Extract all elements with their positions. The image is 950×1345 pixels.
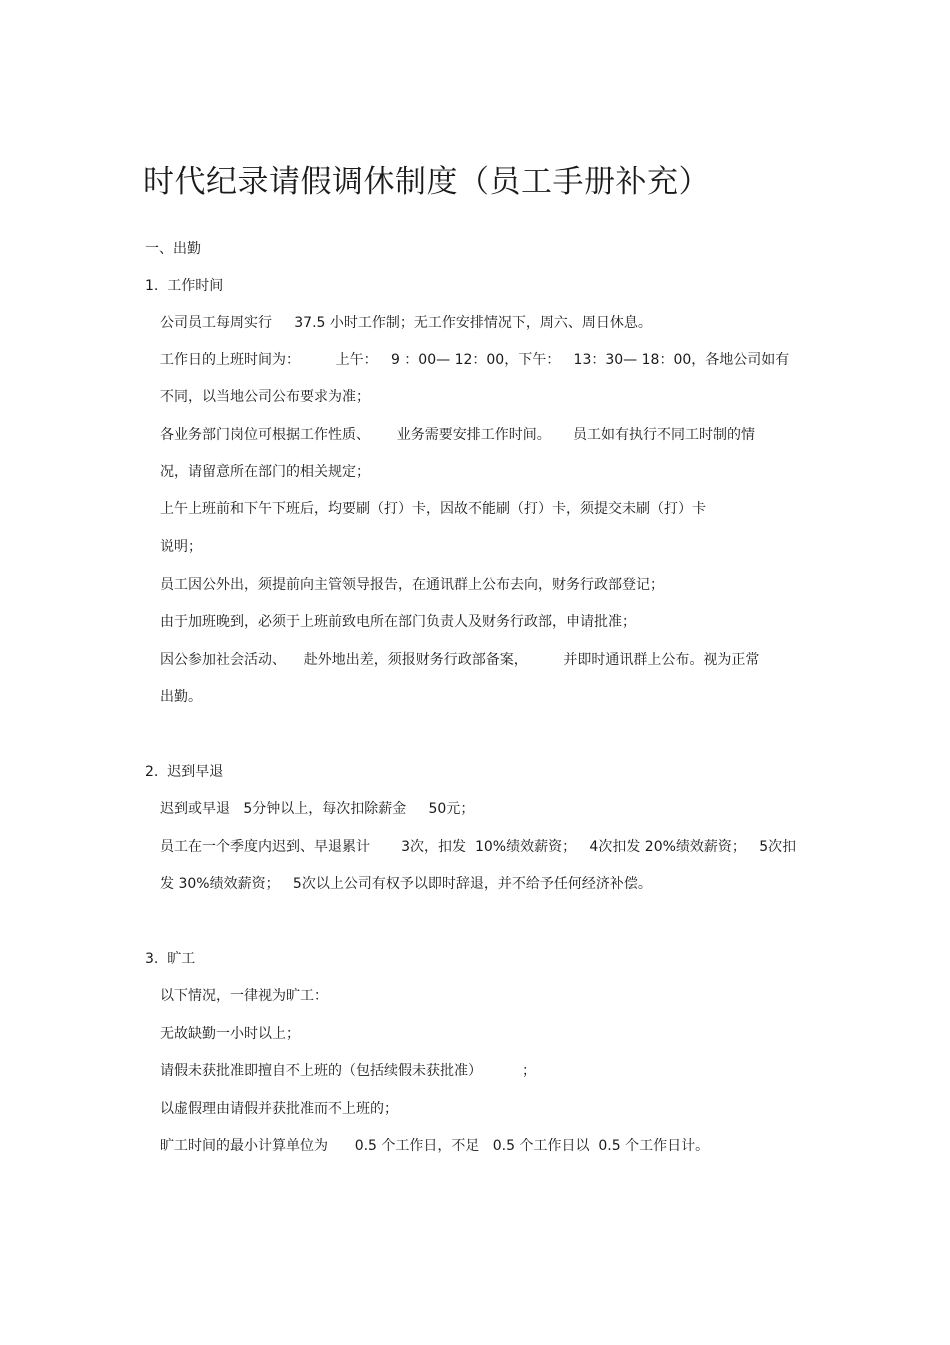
paragraph-line: 请假未获批准即擅自不上班的（包括续假未获批准） ； <box>160 1063 537 1079</box>
document-title: 时代纪录请假调休制度（员工手册补充） <box>143 164 710 200</box>
paragraph-line: 因公参加社会活动、 赴外地出差，须报财务行政部备案， 并即时通讯群上公布。视为正常 <box>160 652 760 668</box>
paragraph-line: 出勤。 <box>160 689 202 705</box>
paragraph-line: 旷工时间的最小计算单位为 0.5 个工作日，不足 0.5 个工作日以 0.5 个工作日计。 <box>160 1138 710 1154</box>
paragraph-line: 无故缺勤一小时以上； <box>160 1026 300 1042</box>
paragraph-line: 由于加班晚到，必须于上班前致电所在部门负责人及财务行政部，申请批准； <box>160 614 636 630</box>
paragraph-line: 员工因公外出，须提前向主管领导报告，在通讯群上公布去向，财务行政部登记； <box>160 577 664 593</box>
paragraph-line: 各业务部门岗位可根据工作性质、 业务需要安排工作时间。 员工如有执行不同工时制的情 <box>160 427 755 443</box>
subsection-heading-late-early: 2. 迟到早退 <box>145 764 224 780</box>
paragraph-line: 发 30%绩效薪资； 5次以上公司有权予以即时辞退，并不给予任何经济补偿。 <box>160 876 652 892</box>
paragraph-line: 说明； <box>160 539 202 555</box>
section-heading-attendance: 一、出勤 <box>145 241 201 257</box>
subsection-heading-work-hours: 1. 工作时间 <box>145 278 224 294</box>
paragraph-line: 况，请留意所在部门的相关规定； <box>160 464 370 480</box>
paragraph-line: 公司员工每周实行 37.5 小时工作制；无工作安排情况下，周六、周日休息。 <box>160 315 652 331</box>
paragraph-line: 以下情况，一律视为旷工： <box>160 988 328 1004</box>
subsection-heading-absenteeism: 3. 旷工 <box>145 951 196 967</box>
paragraph-line: 工作日的上班时间为： 上午： 9 ：00— 12：00，下午： 13：30— 18：00，各地公司如有 <box>160 352 790 368</box>
paragraph-line: 迟到或早退 5分钟以上，每次扣除薪金 50元； <box>160 801 475 817</box>
paragraph-line: 不同，以当地公司公布要求为准； <box>160 389 370 405</box>
paragraph-line: 以虚假理由请假并获批准而不上班的； <box>160 1101 398 1117</box>
paragraph-line: 员工在一个季度内迟到、早退累计 3次，扣发 10%绩效薪资； 4次扣发 20%绩效薪资； 5次扣 <box>160 839 797 855</box>
paragraph-line: 上午上班前和下午下班后，均要刷（打）卡，因故不能刷（打）卡，须提交未刷（打）卡 <box>160 501 706 517</box>
